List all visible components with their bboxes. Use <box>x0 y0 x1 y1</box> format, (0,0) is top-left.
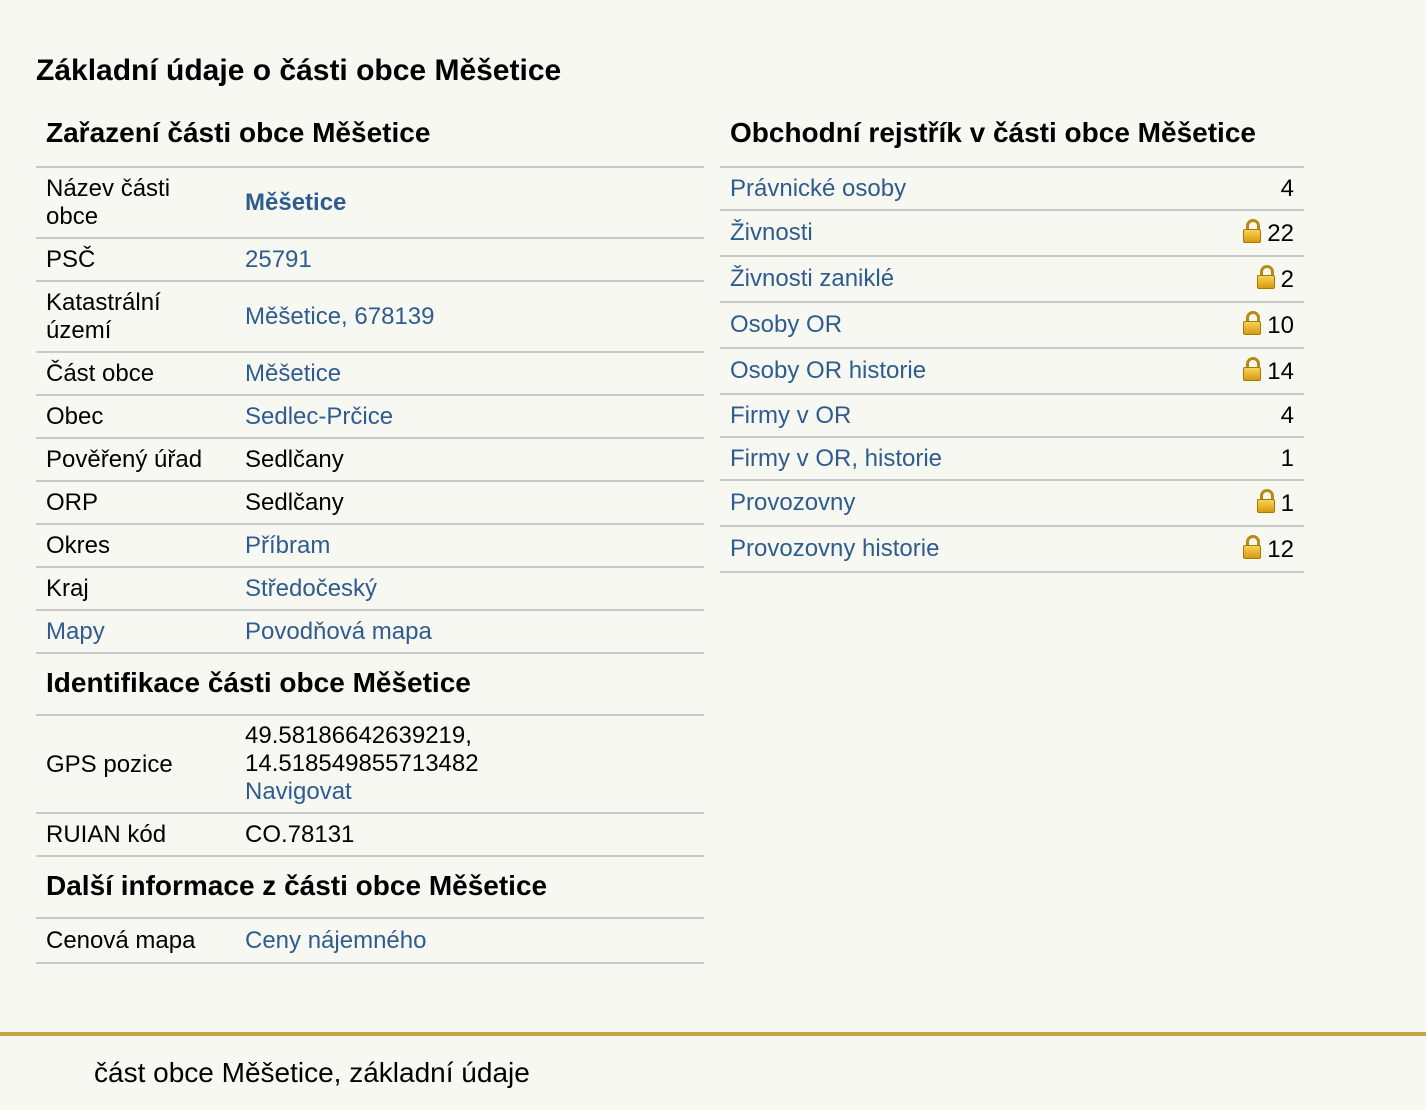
row-label: GPS pozice <box>36 716 235 813</box>
table-row <box>720 348 1304 394</box>
zarazeni-heading: Zařazení části obce Měšetice <box>36 108 704 168</box>
table-row <box>36 610 704 653</box>
table-row <box>36 524 704 567</box>
zarazeni-table <box>36 168 704 654</box>
table-row <box>720 394 1304 437</box>
pravnicke-osoby-link[interactable]: Právnické osoby <box>730 175 907 202</box>
count-value: 14 <box>1267 358 1294 385</box>
zivnosti-zanikle-link[interactable]: Živnosti zaniklé <box>730 265 895 292</box>
identifikace-table <box>36 716 704 857</box>
footer <box>0 1032 1426 1110</box>
table-row <box>36 238 704 281</box>
mapy-link[interactable]: Mapy <box>46 618 105 645</box>
padlock-icon <box>1243 219 1261 243</box>
povereny-urad-value: Sedlčany <box>235 438 704 481</box>
table-row <box>720 526 1304 572</box>
count-value: 4 <box>1280 402 1294 429</box>
navigate-link[interactable]: Navigovat <box>245 778 352 805</box>
table-row <box>36 168 704 238</box>
cast-obce-link[interactable]: Měšetice <box>245 360 342 387</box>
rejstrik-heading: Obchodní rejstřík v části obce Měšetice <box>720 108 1304 168</box>
kraj-link[interactable]: Středočeský <box>245 575 378 602</box>
rejstrik-table <box>720 168 1304 573</box>
osoby-or-historie-link[interactable]: Osoby OR historie <box>730 357 927 384</box>
table-row <box>36 813 704 856</box>
provozovny-historie-link[interactable]: Provozovny historie <box>730 535 940 562</box>
dalsi-heading: Další informace z části obce Měšetice <box>36 857 704 919</box>
table-row <box>36 716 704 813</box>
nazev-casti-link[interactable]: Měšetice <box>245 189 347 216</box>
povodnova-mapa-link[interactable]: Povodňová mapa <box>245 618 432 645</box>
count-value: 1 <box>1280 490 1294 517</box>
row-label: Název části obce <box>36 168 235 238</box>
row-label: Část obce <box>36 352 235 395</box>
row-label: Obec <box>36 395 235 438</box>
table-row <box>36 438 704 481</box>
ruian-value: CO.78131 <box>235 813 704 856</box>
table-row <box>36 919 704 963</box>
obec-link[interactable]: Sedlec-Prčice <box>245 403 394 430</box>
dalsi-table <box>36 919 704 964</box>
zivnosti-link[interactable]: Živnosti <box>730 219 813 246</box>
table-row <box>720 210 1304 256</box>
footer-text: část obce Měšetice, základní údaje <box>94 1057 530 1088</box>
provozovny-link[interactable]: Provozovny <box>730 489 856 516</box>
ceny-najemneho-link[interactable]: Ceny nájemného <box>245 927 427 954</box>
table-row <box>36 395 704 438</box>
row-label: ORP <box>36 481 235 524</box>
table-row <box>720 302 1304 348</box>
left-column <box>36 108 704 964</box>
orp-value: Sedlčany <box>235 481 704 524</box>
table-row <box>36 352 704 395</box>
row-label: PSČ <box>36 238 235 281</box>
osoby-or-link[interactable]: Osoby OR <box>730 311 843 338</box>
firmy-v-or-historie-link[interactable]: Firmy v OR, historie <box>730 445 943 472</box>
padlock-icon <box>1257 489 1275 513</box>
row-label: Cenová mapa <box>36 919 235 963</box>
padlock-icon <box>1243 357 1261 381</box>
identifikace-heading: Identifikace části obce Měšetice <box>36 654 704 716</box>
count-value: 22 <box>1267 220 1294 247</box>
table-row <box>720 168 1304 210</box>
count-value: 10 <box>1267 312 1294 339</box>
gps-longitude: 14.518549855713482 <box>245 750 479 777</box>
page-title: Základní údaje o části obce Měšetice <box>36 54 562 87</box>
row-label: RUIAN kód <box>36 813 235 856</box>
count-value: 1 <box>1280 445 1294 472</box>
row-label: Okres <box>36 524 235 567</box>
table-row <box>720 437 1304 480</box>
firmy-v-or-link[interactable]: Firmy v OR <box>730 402 852 429</box>
padlock-icon <box>1243 535 1261 559</box>
count-value: 2 <box>1280 266 1294 293</box>
gps-latitude: 49.58186642639219, <box>245 722 472 749</box>
row-label: Kraj <box>36 567 235 610</box>
count-value: 12 <box>1267 536 1294 563</box>
table-row <box>36 481 704 524</box>
okres-link[interactable]: Příbram <box>245 532 331 559</box>
katastralni-uzemi-link[interactable]: Měšetice, 678139 <box>245 303 435 330</box>
row-label: Katastrální území <box>36 281 235 352</box>
count-value: 4 <box>1280 175 1294 202</box>
table-row <box>720 480 1304 526</box>
table-row <box>36 567 704 610</box>
right-column <box>720 108 1304 573</box>
psc-link[interactable]: 25791 <box>245 246 312 273</box>
row-label: Pověřený úřad <box>36 438 235 481</box>
padlock-icon <box>1243 311 1261 335</box>
padlock-icon <box>1257 265 1275 289</box>
table-row <box>720 256 1304 302</box>
table-row <box>36 281 704 352</box>
